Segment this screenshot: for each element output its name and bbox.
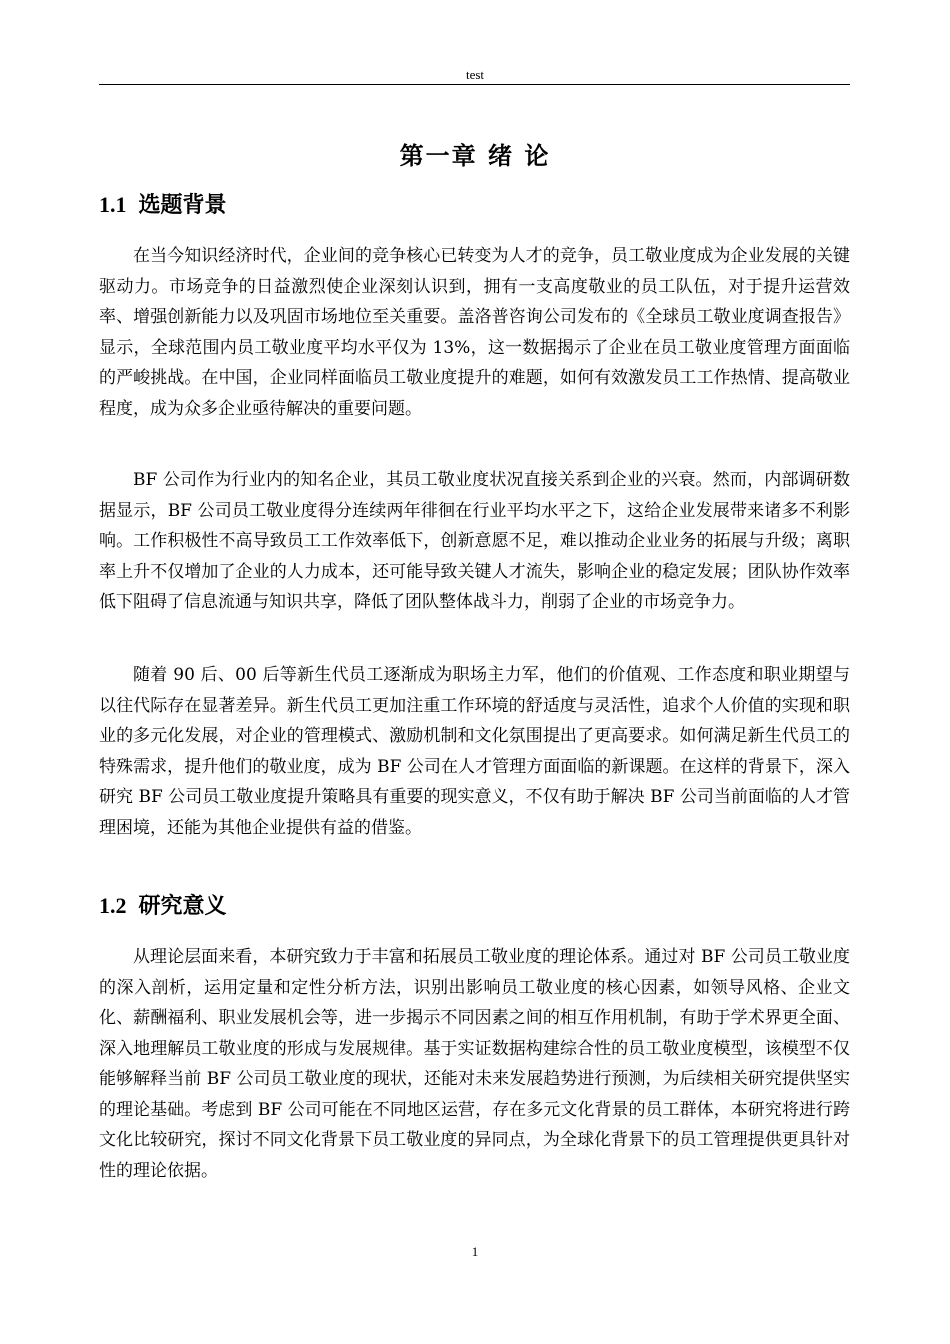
running-header: test <box>465 67 485 82</box>
section-heading-1-1 <box>99 188 227 219</box>
header-divider <box>99 84 850 85</box>
section-heading-1-2 <box>99 889 227 920</box>
paragraph: 在当今知识经济时代，企业间的竞争核心已转变为人才的竞争，员工敬业度成为企业发展的关键驱动力。市场竞争的日益激烈使企业深刻认识到，拥有一支高度敬业的员工队伍，对于提升运营效率、增强创新能力以及巩固市场地位至关重要。盖洛普咨询公司发布的《全球员工敬业度调查报告》显示，全球范围内员工敬业度平均水平仅为 13%，这一数据揭示了企业在员工敬业度管理方面面临的严峻挑战。在中国，企业同样面临员工敬业度提升的难题，如何有效激发员工工作热情、提高敬业程度，成为众多企业亟待解决的重要问题。 <box>99 246 850 419</box>
page-number: 1 <box>471 1244 479 1259</box>
paragraph: 随着 90 后、00 后等新生代员工逐渐成为职场主力军，他们的价值观、工作态度和职业期望与以往代际存在显著差异。新生代员工更加注重工作环境的舒适度与灵活性，追求个人价值的实现和职业的多元化发展，对企业的管理模式、激励机制和文化氛围提出了更高要求。如何满足新生代员工的特殊需求，提升他们的敬业度，成为 BF 公司在人才管理方面面临的新课题。在这样的背景下，深入研究 BF 公司员工敬业度提升策略具有重要的现实意义，不仅有助于解决 BF 公司当前面临的人才管理困境，还能为其他企业提供有益的借鉴。 <box>99 665 850 838</box>
chapter-title: 第一章 绪 论 <box>399 141 551 170</box>
paragraph: 从理论层面来看，本研究致力于丰富和拓展员工敬业度的理论体系。通过对 BF 公司员工敬业度的深入剖析，运用定量和定性分析方法，识别出影响员工敬业度的核心因素，如领导风格、企业文化、薪酬福利、职业发展机会等，进一步揭示不同因素之间的相互作用机制，有助于学术界更全面、深入地理解员工敬业度的形成与发展规律。基于实证数据构建综合性的员工敬业度模型，该模型不仅能够解释当前 BF 公司员工敬业度的现状，还能对未来发展趋势进行预测，为后续相关研究提供坚实的理论基础。考虑到 BF 公司可能在不同地区运营，存在多元文化背景的员工群体，本研究将进行跨文化比较研究，探讨不同文化背景下员工敬业度的异同点，为全球化背景下的员工管理提供更具针对性的理论依据。 <box>99 947 850 1181</box>
section-number: 1.2 <box>99 893 127 918</box>
section-number: 1.1 <box>99 192 127 217</box>
paragraph: BF 公司作为行业内的知名企业，其员工敬业度状况直接关系到企业的兴衰。然而，内部调研数据显示，BF 公司员工敬业度得分连续两年徘徊在行业平均水平之下，这给企业发展带来诸多不利影响。工作积极性不高导致员工工作效率低下，创新意愿不足，难以推动企业业务的拓展与升级；离职率上升不仅增加了企业的人力成本，还可能导致关键人才流失，影响企业的稳定发展；团队协作效率低下阻碍了信息流通与知识共享，降低了团队整体战斗力，削弱了企业的市场竞争力。 <box>99 470 850 612</box>
section-title: 研究意义 <box>138 893 227 919</box>
section-title: 选题背景 <box>138 192 227 218</box>
